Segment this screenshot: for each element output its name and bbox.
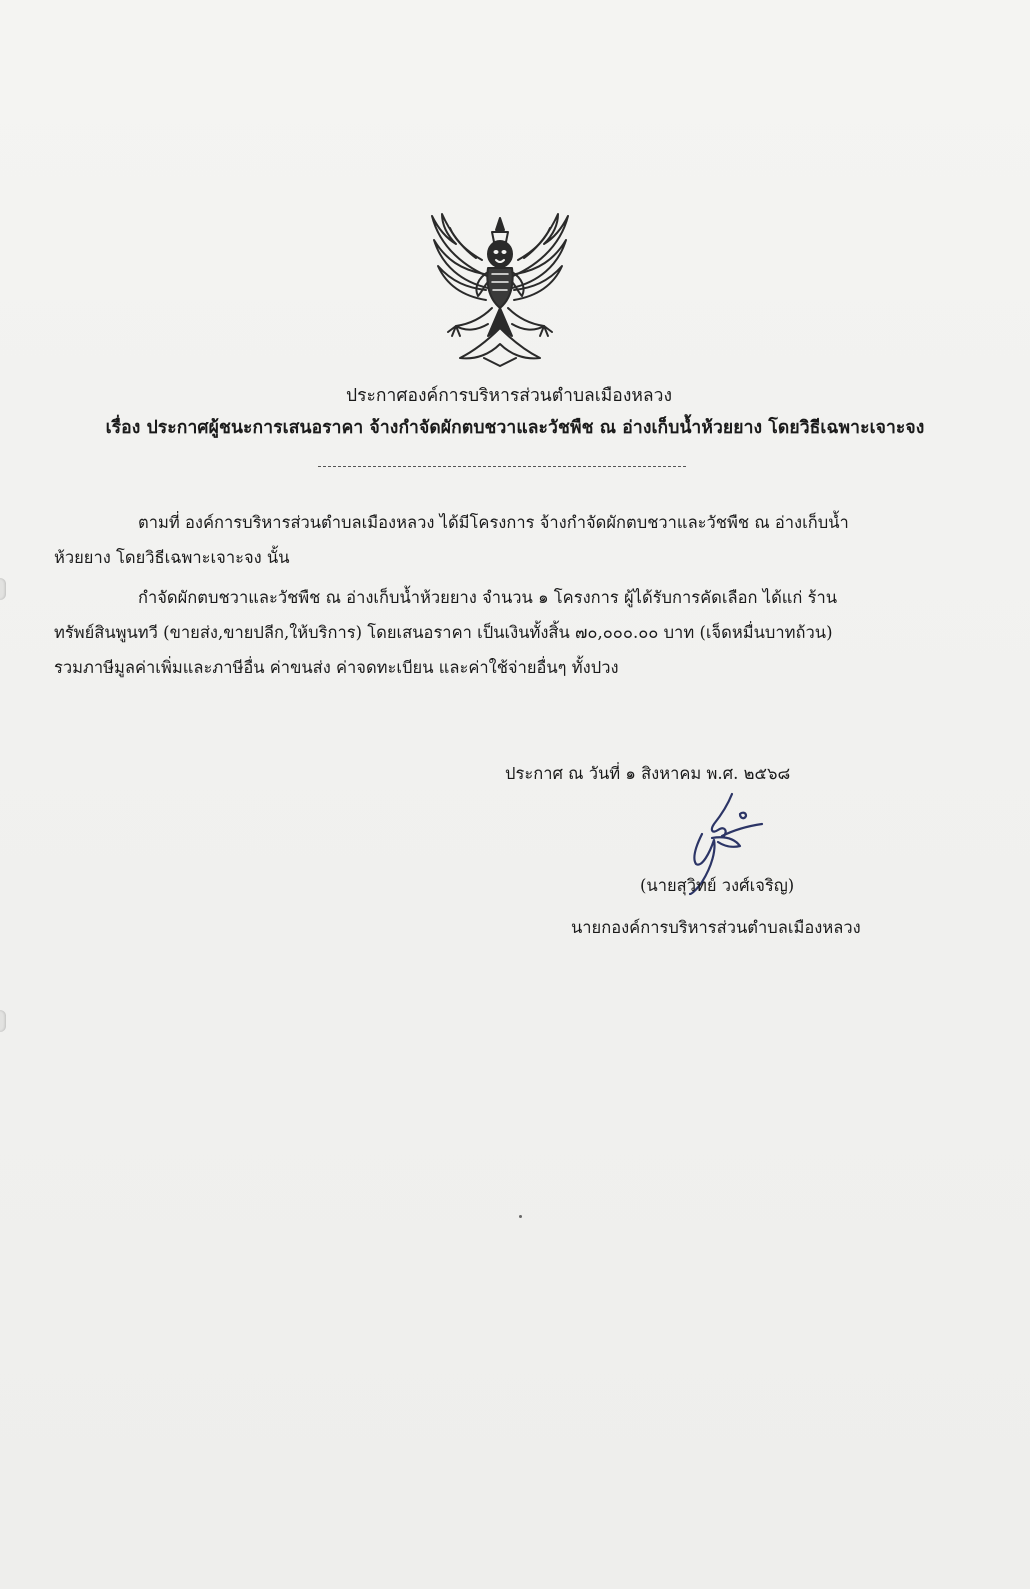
paragraph-2-line-1: กำจัดผักตบชวาและวัชพืช ณ อ่างเก็บน้ำห้วยยาง จำนวน ๑ โครงการ ผู้ได้รับการคัดเลือก ได้แก่ ร้าน <box>138 588 838 607</box>
binder-hole <box>0 578 6 600</box>
paragraph-1-line-2: ห้วยยาง โดยวิธีเฉพาะเจาะจง นั้น <box>54 548 290 567</box>
organization-heading: ประกาศองค์การบริหารส่วนตำบลเมืองหลวง <box>346 386 672 406</box>
paragraph-1-line-1: ตามที่ องค์การบริหารส่วนตำบลเมืองหลวง ได้มีโครงการ จ้างกำจัดผักตบชวาและวัชพืช ณ อ่างเก็บน้ำ <box>138 513 849 532</box>
binder-hole <box>0 1010 6 1032</box>
paragraph-2-line-3: รวมภาษีมูลค่าเพิ่มและภาษีอื่น ค่าขนส่ง ค่าจดทะเบียน และค่าใช้จ่ายอื่นๆ ทั้งปวง <box>54 658 619 677</box>
paragraph-2-line-2: ทรัพย์สินพูนทวี (ขายส่ง,ขายปลีก,ให้บริการ) โดยเสนอราคา เป็นเงินทั้งสิ้น ๗๐,๐๐๐.๐๐ บาท (เจ็ดหมื่นบาทถ้วน) <box>54 623 833 642</box>
signer-name: (นายสุวิทย์ วงศ์เจริญ) <box>640 876 795 895</box>
paragraph-1 <box>54 505 984 575</box>
paragraph-2 <box>54 580 984 685</box>
subject-heading: เรื่อง ประกาศผู้ชนะการเสนอราคา จ้างกำจัดผักตบชวาและวัชพืช ณ อ่างเก็บน้ำห้วยยาง โดยวิธีเฉพาะเจาะจง <box>105 418 925 438</box>
heading-divider <box>318 466 686 467</box>
garuda-emblem-icon <box>426 208 574 370</box>
signer-title: นายกองค์การบริหารส่วนตำบลเมืองหลวง <box>571 918 861 937</box>
announcement-date: ประกาศ ณ วันที่ ๑ สิงหาคม พ.ศ. ๒๕๖๘ <box>505 764 791 783</box>
paper-speck <box>519 1215 522 1218</box>
